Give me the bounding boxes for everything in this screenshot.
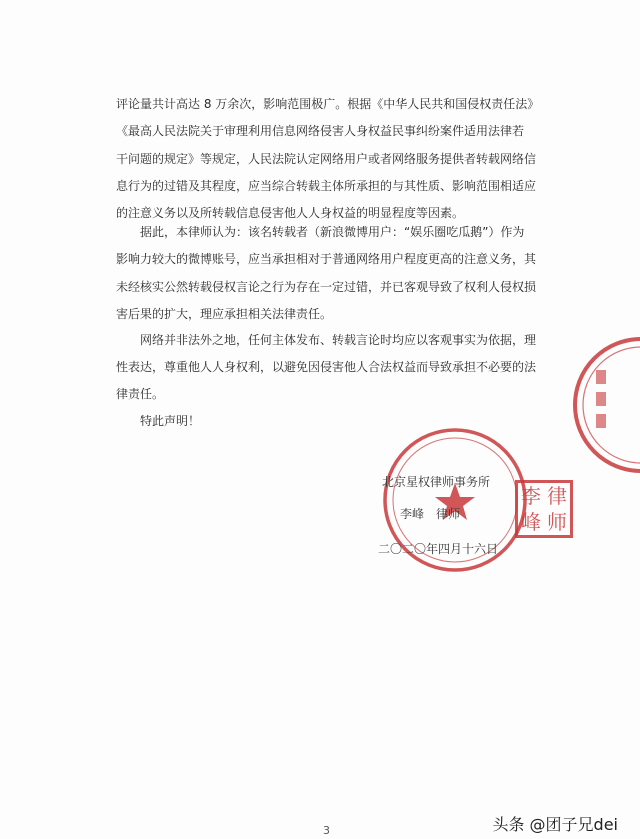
- body-text-line: 息行为的过错及其程度，应当综合转载主体所承担的与其性质、影响范围相适应: [116, 179, 537, 193]
- body-text-line: 影响力较大的微博账号，应当承担相对于普通网络用户程度更高的注意义务，其: [116, 252, 537, 266]
- body-text-line: 《最高人民法院关于审理利用信息网络侵害人身权益民事纠纷案件适用法律若: [116, 124, 525, 138]
- body-text-line: 评论量共计高达 8 万余次，影响范围极广。根据《中华人民共和国侵权责任法》: [116, 97, 540, 111]
- lawyer-name: 李峰 律师: [400, 507, 461, 521]
- body-text-line: 性表达，尊重他人人身权利，以避免因侵害他人合法权益而导致承担不必要的法: [116, 360, 537, 374]
- body-text-line: 的注意义务以及所转载信息侵害他人人身权益的明显程度等因素。: [116, 206, 465, 220]
- firm-name: 北京星权律师事务所: [382, 475, 491, 489]
- body-text-line: 律责任。: [116, 387, 165, 401]
- page-number: 3: [323, 824, 330, 837]
- body-text-line: 干问题的规定》等规定，人民法院认定网络用户或者网络服务提供者转载网络信: [116, 152, 537, 166]
- body-text-line: 未经核实公然转载侵权言论之行为存在一定过错，并已客观导致了权利人侵权损: [116, 280, 537, 294]
- body-text-line: 据此，本律师认为：该名转载者（新浪微博用户：“娱乐圈吃瓜鹅”）作为: [140, 225, 525, 239]
- signature-date: 二〇二〇年四月十六日: [378, 542, 499, 556]
- watermark: 头条 @团子兄dei: [492, 815, 618, 834]
- square-seal-stamp: 李 律 峰 师: [515, 480, 573, 538]
- closing-text: 特此声明！: [140, 414, 201, 428]
- body-text-line: 网络并非法外之地，任何主体发布、转载言论时均应以客观事实为依据，理: [140, 333, 537, 347]
- body-text-line: 害后果的扩大，理应承担相关法律责任。: [116, 307, 333, 321]
- edge-seal-stamp: [566, 330, 640, 480]
